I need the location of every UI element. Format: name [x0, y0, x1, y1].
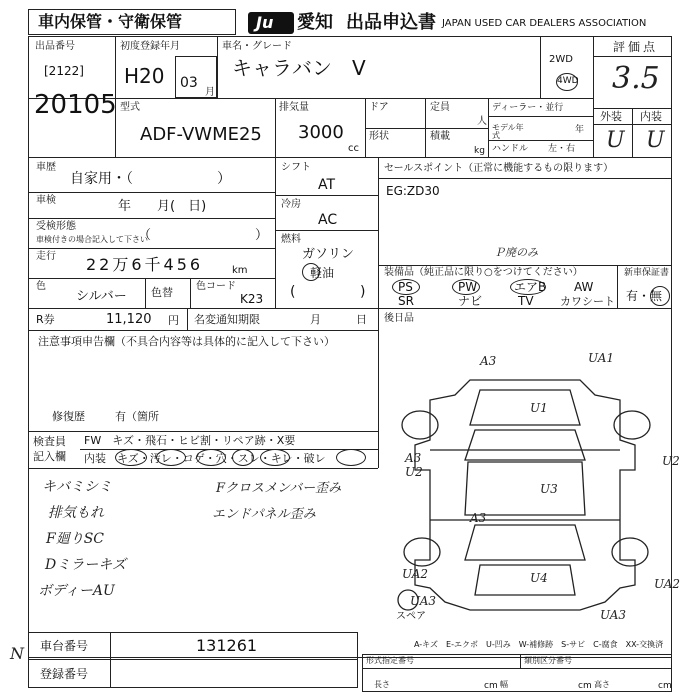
- divider: [617, 265, 618, 308]
- divider: [28, 468, 378, 469]
- score-value: 3.5: [612, 61, 660, 96]
- repair-label: 修復歴: [52, 410, 85, 423]
- org-name: 愛知: [297, 12, 333, 33]
- diagram-mark-13: UA3: [600, 608, 627, 622]
- equipment-label: 装備品（純正品に限り○をつけてください）: [384, 267, 583, 278]
- diagram-mark-9: U4: [530, 571, 548, 585]
- color-label: 色: [36, 281, 46, 292]
- registration-month-unit: 月: [205, 87, 215, 98]
- inspection-label: 車検: [36, 195, 56, 206]
- type-designation-label: 形式指定番号: [366, 656, 414, 665]
- mileage-unit: km: [232, 265, 248, 276]
- displacement-label: 排気量: [279, 102, 309, 113]
- divider: [28, 192, 275, 193]
- rear-right-wheel: [612, 538, 648, 566]
- registration-label: 初度登録年月: [120, 41, 180, 52]
- english-title: JAPAN USED CAR DEALERS ASSOCIATION: [442, 18, 647, 29]
- diagram-mark-2: UA1: [588, 351, 615, 365]
- lot-sub-number: [2122]: [44, 64, 84, 78]
- divider: [275, 230, 378, 231]
- shift-label: シフト: [281, 162, 311, 173]
- storage-tag-text: 車内保管・守衛保管: [38, 12, 183, 31]
- length-label: 長さ: [374, 680, 390, 689]
- warranty-options: 有・無: [626, 289, 663, 303]
- handwritten-note-3: F廻りSC: [46, 531, 105, 547]
- repair-value: 有（箇所: [115, 410, 159, 423]
- door-label: ドア: [369, 102, 389, 113]
- diagram-legend: A-キズ E-エクボ U-凹み W-補修跡 S-サビ C-腐食 XX-交換済: [414, 640, 664, 649]
- windshield-outline: [465, 430, 585, 460]
- divider: [187, 308, 188, 330]
- mileage-value: 22万6千456: [86, 255, 204, 274]
- spare-label: スペア: [396, 611, 426, 622]
- equip-pw: PW: [458, 280, 478, 294]
- equipment-grid: [380, 280, 616, 308]
- divider: [593, 36, 594, 157]
- diagram-mark-5: U2: [405, 465, 423, 479]
- registration-era-year: H20: [124, 64, 165, 88]
- fuel-value: ガソリン: [302, 247, 355, 262]
- mileage-label: 走行: [36, 251, 56, 262]
- width-label: 幅: [500, 680, 508, 689]
- mark-circle: [156, 449, 186, 466]
- divider: [28, 157, 672, 158]
- diagram-mark-1: A3: [480, 354, 497, 368]
- diagram-mark-8: A3: [470, 511, 487, 525]
- model-label: 型式: [120, 102, 140, 113]
- back-label: 後日品: [384, 313, 414, 324]
- history-label: 車歴: [36, 162, 56, 173]
- inspection-value: 年 月( 日): [118, 199, 207, 214]
- inspector-fw-row: FW キズ・飛石・ヒビ割・リペア跡・X要: [84, 434, 296, 447]
- equip-sr: SR: [398, 294, 414, 308]
- color-change-label: 色替: [151, 286, 173, 299]
- fuel-label: 燃料: [281, 234, 301, 245]
- recycle-label: R券: [36, 313, 55, 326]
- equip-leather: カワシート: [560, 295, 615, 308]
- exterior-score: U: [606, 128, 625, 153]
- diagram-mark-11: UA2: [654, 577, 681, 591]
- shape-label: 形状: [369, 131, 389, 142]
- height-label: 高さ: [594, 680, 610, 689]
- car-name-label: 車名・グレード: [222, 41, 292, 52]
- displacement-value: 3000: [298, 122, 344, 143]
- margin-mark: N: [10, 644, 24, 663]
- divider: [520, 654, 521, 668]
- fuel-paren-close: ): [360, 284, 366, 300]
- divider: [28, 330, 378, 331]
- load-unit: kg: [474, 146, 485, 156]
- warranty-label: 新車保証書: [624, 268, 670, 278]
- warranty-circle: [650, 286, 670, 306]
- inspector-interior-row: 内装 キズ・汚レ・コゲ・穴・スレ・キレ・破レ: [84, 452, 326, 465]
- handwritten-note-right-1: Fクロスメンバー歪み: [216, 481, 342, 496]
- fuel-alt: 軽油: [310, 266, 335, 280]
- drive-4wd: 4WD: [557, 76, 579, 86]
- divider: [275, 98, 276, 157]
- recycle-unit: 円: [168, 314, 179, 327]
- tailgate-outline: [475, 565, 575, 595]
- divider: [217, 36, 218, 98]
- width-unit: cm: [578, 681, 592, 691]
- equip-tv: TV: [518, 294, 534, 308]
- equipment-note: Ｐ廃のみ: [494, 246, 538, 259]
- divider: [145, 278, 146, 308]
- equip-airbag: エアB: [514, 280, 547, 294]
- interior-label: 内装: [640, 110, 662, 123]
- divider: [378, 265, 672, 266]
- handwritten-note-5: ボディーAU: [38, 583, 115, 599]
- divider: [28, 218, 275, 219]
- roof-outline: [465, 462, 585, 515]
- hood-outline: [470, 390, 580, 425]
- handwritten-note-right-2: エンドパネル歪み: [212, 507, 316, 522]
- handwritten-note-4: Dミラーキズ: [45, 557, 126, 573]
- diagram-mark-12: UA3: [410, 594, 437, 608]
- acceptance-note: 車検付きの場合記入して下さい: [36, 235, 148, 244]
- equip-navi: ナビ: [458, 294, 483, 308]
- diagram-mark-7: U3: [540, 482, 558, 496]
- mark-circle: [260, 449, 290, 466]
- shift-value: AT: [318, 177, 336, 193]
- model-value: ADF-VWME25: [140, 124, 262, 145]
- lot-label: 出品番号: [35, 41, 75, 52]
- form-title: 出品申込書: [346, 12, 436, 33]
- handle-options: 左・右: [548, 144, 576, 154]
- handwritten-note-1: キバミシミ: [42, 479, 112, 495]
- divider: [378, 157, 379, 431]
- length-unit: cm: [484, 681, 498, 691]
- acceptance-value: （ ）: [138, 228, 269, 243]
- divider: [488, 140, 593, 141]
- chassis-label: 車台番号: [40, 639, 89, 653]
- divider: [275, 195, 378, 196]
- divider: [362, 668, 672, 669]
- color-value: シルバー: [76, 289, 127, 304]
- mark-circle: [336, 449, 366, 466]
- divider: [593, 56, 672, 57]
- recycle-value: 11,120: [106, 312, 152, 327]
- front-left-wheel: [402, 411, 438, 439]
- fuel-paren-open: (: [290, 284, 296, 300]
- aircon-value: AC: [318, 212, 338, 228]
- divider: [190, 278, 191, 308]
- inspector-label-2: 記入欄: [33, 450, 66, 463]
- divider: [488, 116, 593, 117]
- divider: [28, 431, 378, 432]
- deadline-label: 名変通知期限: [194, 313, 260, 326]
- history-value: 自家用・（ ）: [70, 171, 231, 187]
- mark-circle: [196, 449, 226, 466]
- divider: [275, 157, 276, 308]
- pw-circle: [452, 279, 480, 295]
- interior-score: U: [646, 128, 665, 153]
- handle-label: ハンドル: [492, 144, 529, 154]
- dealer-label: ディーラー・並行: [492, 103, 564, 113]
- inspector-label-1: 検査員: [33, 435, 66, 448]
- notes-label: 注意事項申告欄（不具合内容等は具体的に記入して下さい）: [38, 335, 335, 348]
- displacement-unit: cc: [348, 143, 359, 154]
- divider: [378, 178, 672, 179]
- rear-left-wheel: [404, 538, 440, 566]
- divider: [365, 128, 488, 129]
- divider: [28, 308, 672, 309]
- handwritten-note-2: 排気もれ: [48, 505, 104, 521]
- capacity-label: 定員: [430, 102, 450, 113]
- height-unit: cm: [658, 681, 672, 691]
- ju-logo-text: Ju: [256, 13, 274, 32]
- ps-circle: [392, 279, 420, 295]
- model-year-unit: 年: [575, 125, 585, 135]
- diagram-mark-3: U1: [530, 401, 548, 415]
- divider: [28, 248, 275, 249]
- diagram-mark-10: UA2: [402, 567, 429, 581]
- sales-point-label: セールスポイント（正常に機能するもの限ります）: [384, 163, 614, 174]
- mark-circle: [232, 449, 254, 466]
- sales-point-value: EG:ZD30: [386, 184, 440, 198]
- model-year-label: モデル年式: [492, 123, 524, 140]
- load-label: 積載: [430, 131, 450, 142]
- chassis-value: 131261: [196, 636, 258, 655]
- car-diagram: [380, 330, 672, 630]
- registration-month: 03: [180, 75, 198, 91]
- divider: [540, 36, 541, 98]
- acceptance-label: 受検形態: [36, 221, 76, 232]
- equip-ps: PS: [398, 280, 413, 294]
- exterior-label: 外装: [600, 110, 622, 123]
- equip-aw: AW: [574, 280, 594, 294]
- car-name-value: キャラバン V: [232, 56, 366, 80]
- diagram-mark-4: A3: [405, 451, 422, 465]
- deadline-day-unit: 日: [356, 313, 367, 326]
- class-number-label: 類別区分番号: [524, 656, 572, 665]
- reg-number-label: 登録番号: [40, 667, 89, 681]
- color-code-label: 色コード: [196, 281, 236, 292]
- mark-circle: [115, 449, 147, 466]
- divider: [488, 98, 489, 157]
- rear-window-outline: [465, 525, 585, 560]
- lot-number: 20105: [34, 90, 117, 120]
- airbag-circle: [510, 279, 546, 295]
- divider: [632, 108, 633, 157]
- deadline-month-unit: 月: [310, 313, 321, 326]
- divider: [28, 278, 275, 279]
- color-code-value: K23: [240, 292, 264, 306]
- diagram-mark-6: U2: [662, 454, 680, 468]
- car-body-outline: [415, 380, 635, 610]
- drive-2wd: 2WD: [549, 54, 573, 65]
- capacity-unit: 人: [477, 116, 487, 127]
- aircon-label: 冷房: [281, 199, 301, 210]
- divider: [378, 431, 379, 468]
- score-label: 評価点: [613, 40, 659, 54]
